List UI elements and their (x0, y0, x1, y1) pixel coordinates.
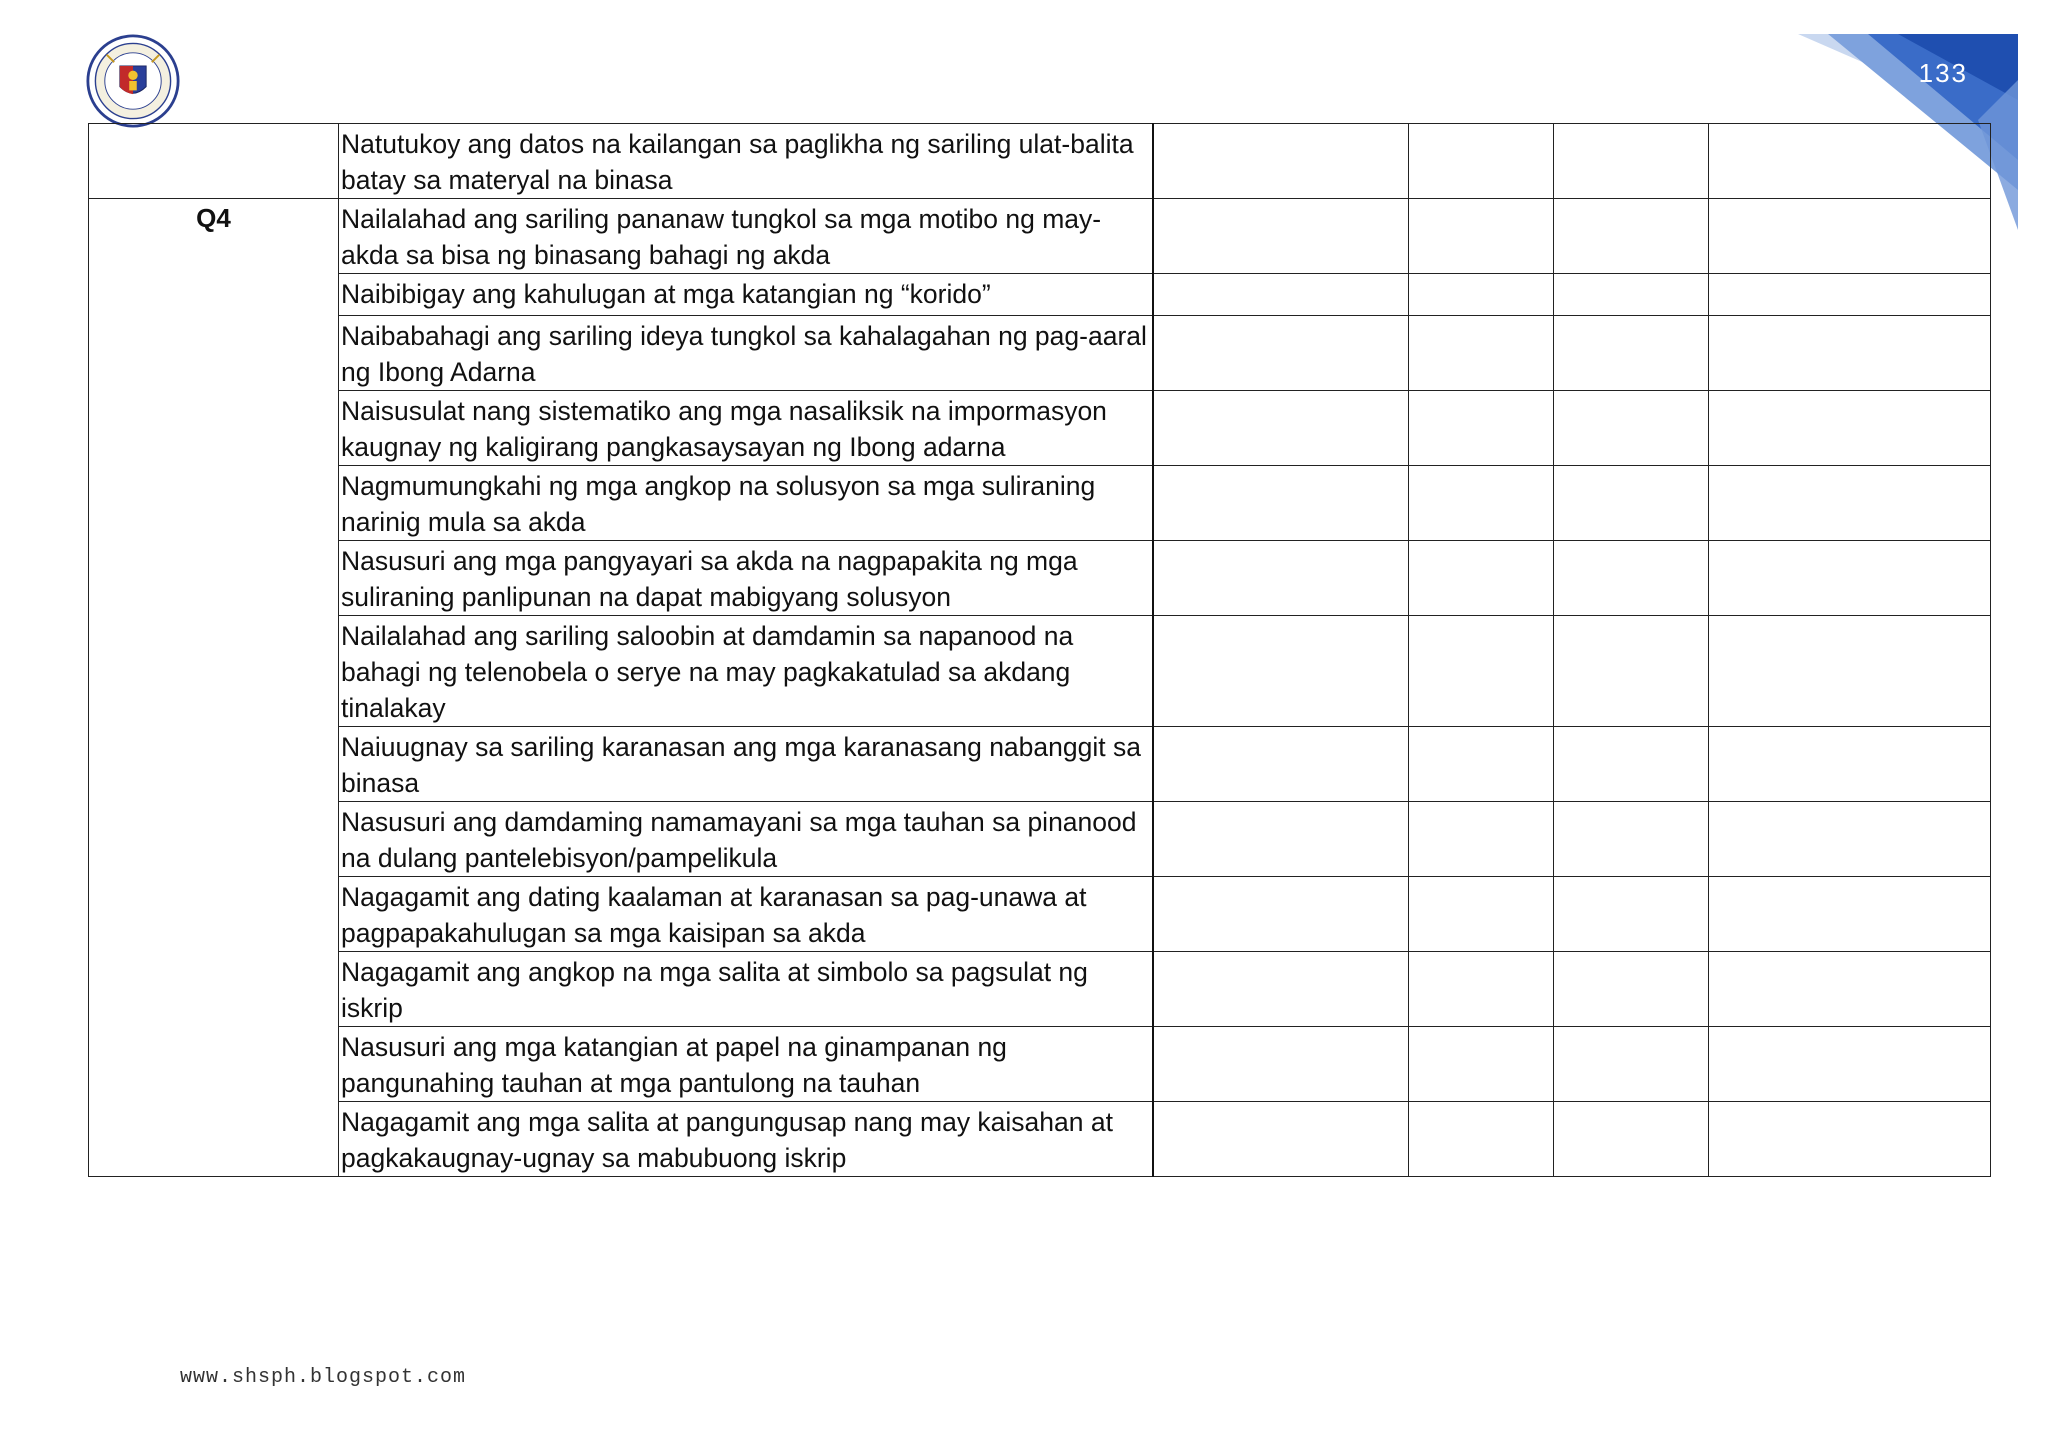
blank-cell (1153, 1102, 1409, 1177)
table-row (89, 1102, 1991, 1177)
table-row (89, 466, 1991, 541)
blank-cell (1554, 466, 1709, 541)
blank-cell (1554, 616, 1709, 727)
blank-cell (1709, 877, 1991, 952)
competency-cell: Nailalahad ang sariling pananaw tungkol sa mga motibo ng may-akda sa bisa ng binasang bahagi ng akda (339, 199, 1153, 274)
competency-cell: Nailalahad ang sariling saloobin at damdamin sa napanood na bahagi ng telenobela o serye na may pagkakatulad sa akdang tinalakay (339, 616, 1153, 727)
blank-cell (1709, 466, 1991, 541)
table-row (89, 952, 1991, 1027)
blank-cell (1709, 124, 1991, 199)
blank-cell (1153, 952, 1409, 1027)
blank-cell (1409, 466, 1554, 541)
blank-cell (1409, 541, 1554, 616)
blank-cell (1709, 274, 1991, 316)
blank-cell (1709, 616, 1991, 727)
blank-cell (1709, 802, 1991, 877)
blank-cell (1409, 802, 1554, 877)
blank-cell (1709, 1102, 1991, 1177)
blank-cell (1153, 616, 1409, 727)
page-number: 133 (1918, 58, 1968, 88)
competency-cell: Natutukoy ang datos na kailangan sa paglikha ng sariling ulat-balita batay sa materyal na binasa (339, 124, 1153, 199)
table-row (89, 541, 1991, 616)
blank-cell (1153, 391, 1409, 466)
blank-cell (1153, 727, 1409, 802)
table-row (89, 124, 1991, 199)
blank-cell (1153, 541, 1409, 616)
competency-cell: Naisusulat nang sistematiko ang mga nasaliksik na impormasyon kaugnay ng kaligirang pangkasaysayan ng Ibong adarna (339, 391, 1153, 466)
blank-cell (1409, 391, 1554, 466)
blank-cell (1409, 316, 1554, 391)
blank-cell (1153, 124, 1409, 199)
blank-cell (1554, 877, 1709, 952)
blank-cell (1709, 727, 1991, 802)
blank-cell (1409, 199, 1554, 274)
blank-cell (1554, 1027, 1709, 1102)
blank-cell (1153, 274, 1409, 316)
competency-table (88, 123, 1991, 1177)
competency-cell: Nagmumungkahi ng mga angkop na solusyon sa mga suliraning narinig mula sa akda (339, 466, 1153, 541)
blank-cell (1409, 124, 1554, 199)
blank-cell (1709, 541, 1991, 616)
blank-cell (1409, 1027, 1554, 1102)
blank-cell (1409, 616, 1554, 727)
table-row (89, 616, 1991, 727)
competency-cell: Naibabahagi ang sariling ideya tungkol sa kahalagahan ng pag-aaral ng Ibong Adarna (339, 316, 1153, 391)
quarter-label: Q4 (89, 199, 339, 1177)
blank-cell (1709, 199, 1991, 274)
blank-cell (1554, 802, 1709, 877)
footer-url: www.shsph.blogspot.com (180, 1366, 467, 1389)
table-row (89, 199, 1991, 274)
blank-cell (1554, 124, 1709, 199)
blank-cell (1409, 952, 1554, 1027)
competency-cell: Naiuugnay sa sariling karanasan ang mga karanasang nabanggit sa binasa (339, 727, 1153, 802)
competency-cell: Nasusuri ang mga pangyayari sa akda na nagpapakita ng mga suliraning panlipunan na dapat mabigyang solusyon (339, 541, 1153, 616)
competency-cell: Nagagamit ang dating kaalaman at karanasan sa pag-unawa at pagpapakahulugan sa mga kaisipan sa akda (339, 877, 1153, 952)
blank-cell (1153, 802, 1409, 877)
blank-cell (1409, 877, 1554, 952)
competency-cell: Nasusuri ang damdaming namamayani sa mga tauhan sa pinanood na dulang pantelebisyon/pampelikula (339, 802, 1153, 877)
blank-cell (1409, 727, 1554, 802)
blank-cell (1554, 274, 1709, 316)
table-row (89, 727, 1991, 802)
blank-cell (1409, 274, 1554, 316)
blank-cell (1554, 316, 1709, 391)
competency-cell: Nagagamit ang mga salita at pangungusap nang may kaisahan at pagkakaugnay-ugnay sa mabubuong iskrip (339, 1102, 1153, 1177)
blank-cell (1153, 316, 1409, 391)
blank-cell (1153, 877, 1409, 952)
competency-cell: Naibibigay ang kahulugan at mga katangian ng “korido” (339, 274, 1153, 316)
deped-seal-icon (86, 34, 180, 128)
table-row (89, 316, 1991, 391)
blank-cell (1554, 199, 1709, 274)
blank-cell (1709, 316, 1991, 391)
blank-cell (1409, 1102, 1554, 1177)
table-row (89, 274, 1991, 316)
blank-cell (1153, 466, 1409, 541)
blank-cell (1554, 727, 1709, 802)
table-row (89, 391, 1991, 466)
blank-cell (1153, 1027, 1409, 1102)
blank-cell (1554, 952, 1709, 1027)
competency-cell: Nagagamit ang angkop na mga salita at simbolo sa pagsulat ng iskrip (339, 952, 1153, 1027)
quarter-cell (89, 124, 339, 199)
table-row (89, 802, 1991, 877)
blank-cell (1554, 391, 1709, 466)
table-row (89, 1027, 1991, 1102)
blank-cell (1554, 541, 1709, 616)
competency-cell: Nasusuri ang mga katangian at papel na ginampanan ng pangunahing tauhan at mga pantulong na tauhan (339, 1027, 1153, 1102)
blank-cell (1554, 1102, 1709, 1177)
blank-cell (1709, 952, 1991, 1027)
blank-cell (1709, 1027, 1991, 1102)
table-row (89, 877, 1991, 952)
blank-cell (1709, 391, 1991, 466)
blank-cell (1153, 199, 1409, 274)
